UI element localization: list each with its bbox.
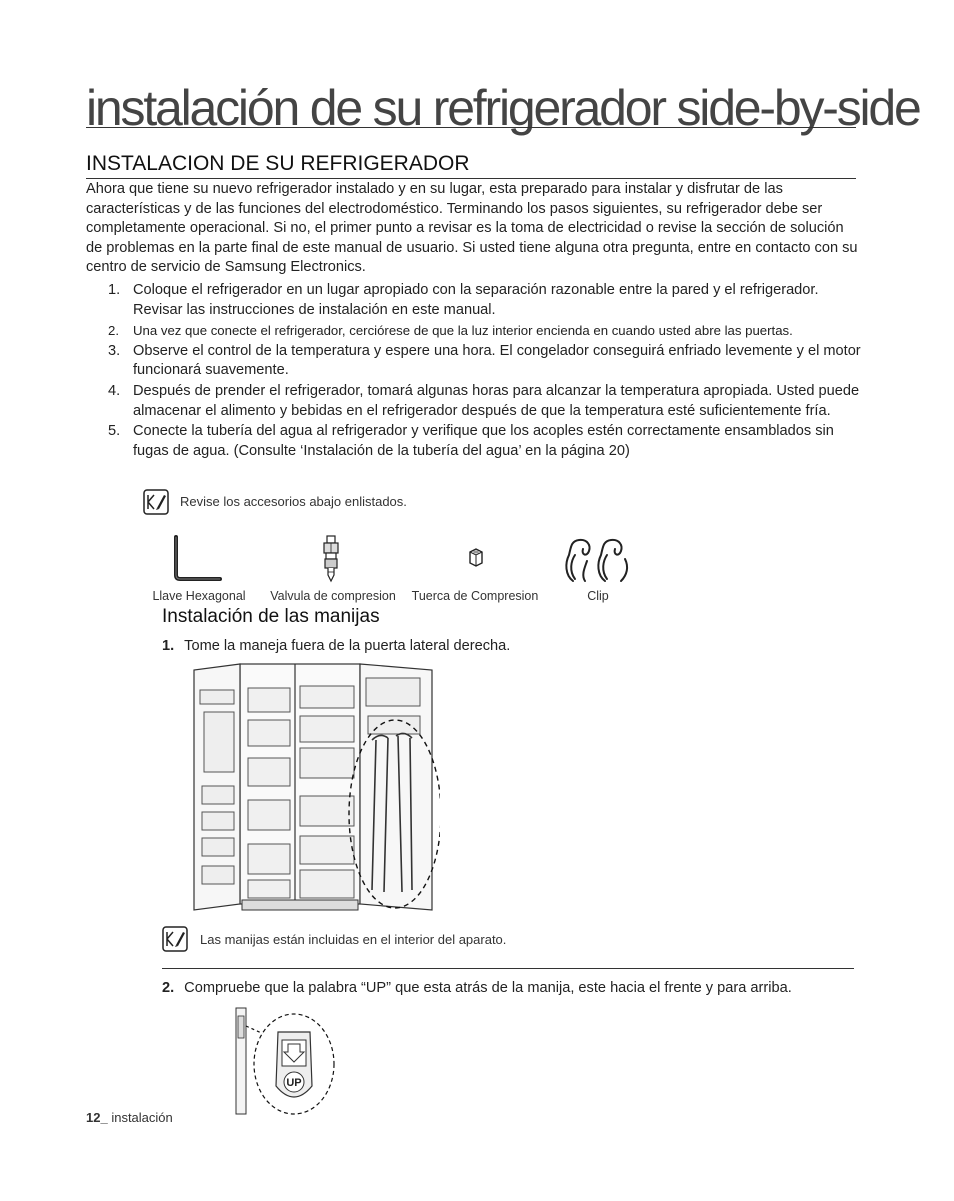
accessory-label: Llave Hexagonal xyxy=(152,589,246,603)
step-text: Una vez que conecte el refrigerador, cerciórese de que la luz interior encienda en cuando usted abre las puertas. xyxy=(133,323,793,339)
accessory-label: Valvula de compresion xyxy=(270,589,396,603)
step-text: Después de prender el refrigerador, tomará algunas horas para alcanzar la temperatura apropiada. Usted puede almacenar el alimento y bebidas en el refrigerador después de que la temperatura esté suficientemente fría. xyxy=(133,382,860,419)
step-number: 1. xyxy=(162,638,175,654)
compression-valve-icon xyxy=(320,535,342,583)
step-number: 3. xyxy=(108,342,121,359)
note-divider xyxy=(162,968,854,969)
list-item xyxy=(108,342,868,381)
step-number: 1. xyxy=(108,282,121,298)
page-title: instalación de su refrigerador side-by-side xyxy=(86,80,920,136)
accessory-label: Clip xyxy=(587,589,609,603)
section-heading: INSTALACION DE SU REFRIGERADOR xyxy=(86,152,470,175)
list-item xyxy=(108,422,868,461)
step-number: 2. xyxy=(108,323,119,339)
list-item xyxy=(108,382,868,421)
step-text: Tome la maneja fuera de la puerta lateral derecha. xyxy=(184,638,511,654)
step-text: Conecte la tubería del agua al refrigerador y verifique que los acoples estén correctamente ensamblados sin fugas de agua. (Consulte ‘Instalación de la tubería del agua’ en la página 20) xyxy=(133,423,834,459)
step-number: 2. xyxy=(162,980,175,996)
section-underline xyxy=(86,178,856,179)
step-number: 5. xyxy=(108,423,121,440)
step-text: Observe el control de la temperatura y espere una hora. El congelador conseguirá enfriado levemente y el motor funcionará suavemente. xyxy=(133,342,861,379)
step-text: Coloque el refrigerador en un lugar apropiado con la separación razonable entre la pared y el refrigerador. Revisar las instrucciones de instalación en este manual. xyxy=(133,282,819,318)
intro-paragraph: Ahora que tiene su nuevo refrigerador instalado y en su lugar, esta preparado para instalar y disfrutar de las características y de las funciones del electrodoméstico. Terminando los pasos siguientes, su refrigerador debe ser completamente operacional. Si no, el primer punto a revisar es la toma de electricidad o revise la sección de solución de problemas en la parte final de este manual de usuario. Si usted tiene alguna otra pregunta, entre en contacto con su centro de servicio de Samsung Electronics. xyxy=(86,181,858,276)
refrigerator-open-illustration xyxy=(190,660,440,916)
title-underline xyxy=(86,127,856,128)
page-footer xyxy=(86,1110,173,1125)
note-icon xyxy=(143,489,169,515)
hex-key-icon xyxy=(172,535,224,583)
step-number: 4. xyxy=(108,382,121,399)
note-text: Revise los accesorios abajo enlistados. xyxy=(180,494,407,509)
up-label: UP xyxy=(286,1077,302,1089)
list-item xyxy=(108,321,868,341)
handle-up-illustration xyxy=(232,1006,336,1116)
subsection-heading: Instalación de las manijas xyxy=(162,606,380,627)
footer-label: instalación xyxy=(111,1110,173,1125)
list-item xyxy=(108,281,868,320)
handle-step-2 xyxy=(162,980,792,996)
clip-icon xyxy=(563,537,635,583)
installation-steps xyxy=(108,281,868,462)
note-icon xyxy=(162,926,188,952)
accessory-label: Tuerca de Compresion xyxy=(411,589,539,603)
handle-step-1 xyxy=(162,638,510,654)
compression-nut-icon xyxy=(467,548,485,568)
step-text: Compruebe que la palabra “UP” que esta atrás de la manija, este hacia el frente y para arriba. xyxy=(184,980,792,996)
page-number: 12_ xyxy=(86,1110,108,1125)
note-text: Las manijas están incluidas en el interior del aparato. xyxy=(200,932,507,947)
